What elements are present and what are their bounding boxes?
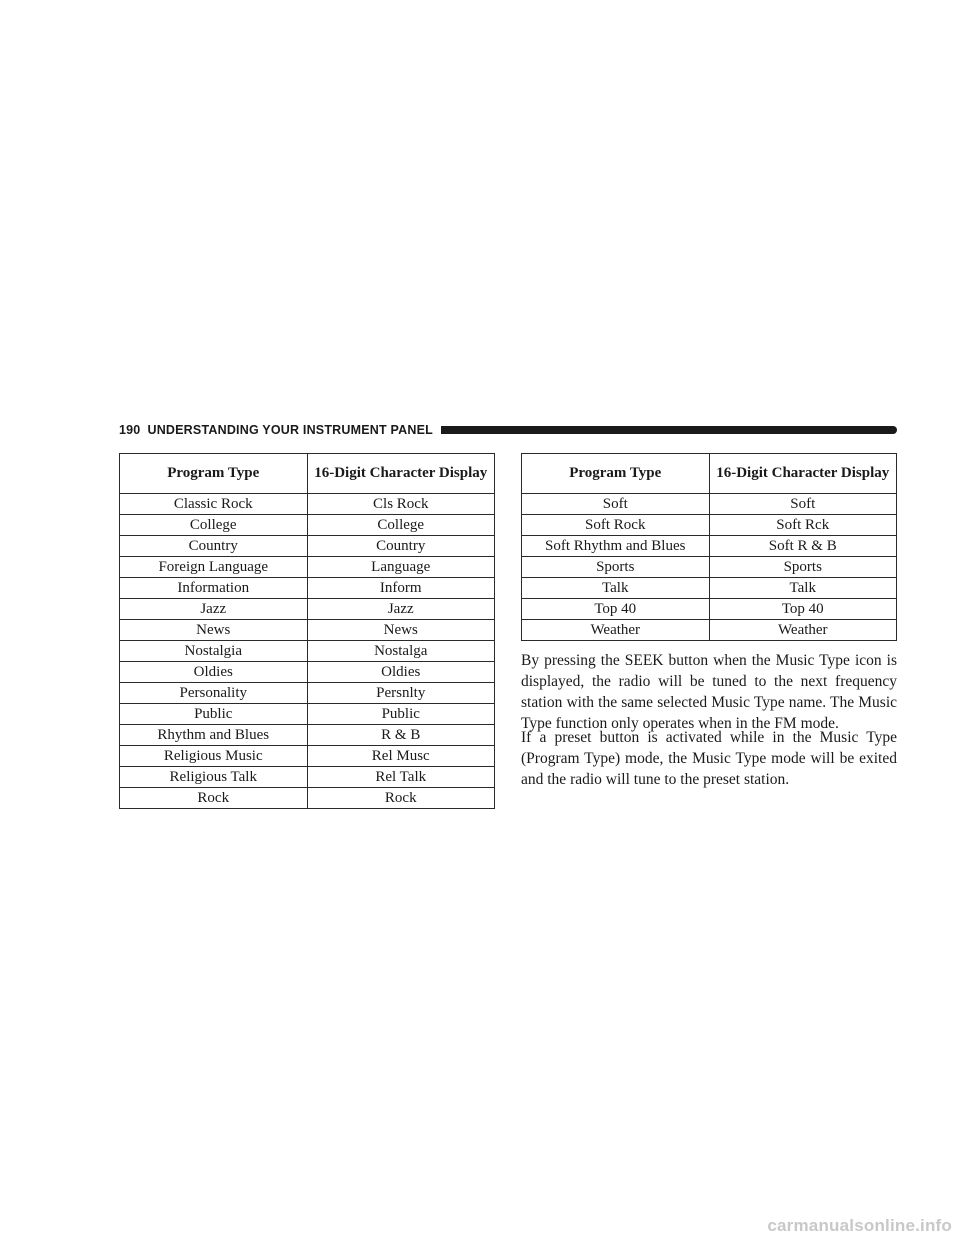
table-row [120, 662, 495, 683]
program-type-cell: Sports [522, 557, 710, 578]
program-type-cell: Country [120, 536, 308, 557]
table-row [522, 557, 897, 578]
table-row [120, 767, 495, 788]
body-paragraph-preset: If a preset button is activated while in the Music Type (Program Type) mode, the Music Type mode will be exited and the radio will tune to the preset station. [521, 729, 897, 788]
column-header-character-display: 16-Digit Character Display [307, 454, 495, 494]
table-row [120, 578, 495, 599]
character-display-cell: Oldies [307, 662, 495, 683]
table-row [120, 683, 495, 704]
program-type-cell: Information [120, 578, 308, 599]
table-row [120, 620, 495, 641]
character-display-cell: Rel Musc [307, 746, 495, 767]
character-display-cell: Cls Rock [307, 494, 495, 515]
table-row [522, 536, 897, 557]
program-type-cell: Nostalgia [120, 641, 308, 662]
program-type-cell: Oldies [120, 662, 308, 683]
character-display-cell: Inform [307, 578, 495, 599]
program-type-cell: Public [120, 704, 308, 725]
column-header-program-type: Program Type [522, 454, 710, 494]
program-type-table-left [119, 453, 495, 809]
section-title: UNDERSTANDING YOUR INSTRUMENT PANEL [147, 423, 433, 437]
table-row [522, 599, 897, 620]
program-type-cell: College [120, 515, 308, 536]
program-type-cell: Soft [522, 494, 710, 515]
character-display-cell: News [307, 620, 495, 641]
character-display-cell: Rel Talk [307, 767, 495, 788]
character-display-cell: R & B [307, 725, 495, 746]
program-type-cell: Soft Rock [522, 515, 710, 536]
program-type-cell: Soft Rhythm and Blues [522, 536, 710, 557]
watermark: carmanualsonline.info [767, 1216, 952, 1235]
character-display-cell: Rock [307, 788, 495, 809]
table-row [522, 515, 897, 536]
table-row [120, 494, 495, 515]
table-row [120, 557, 495, 578]
page-header [119, 420, 897, 440]
character-display-cell: Soft [709, 494, 897, 515]
character-display-cell: Top 40 [709, 599, 897, 620]
program-type-cell: Weather [522, 620, 710, 641]
table-row [120, 704, 495, 725]
table-row [120, 746, 495, 767]
character-display-cell: Soft Rck [709, 515, 897, 536]
program-type-cell: Top 40 [522, 599, 710, 620]
character-display-cell: Talk [709, 578, 897, 599]
character-display-cell: Public [307, 704, 495, 725]
program-type-table-right [521, 453, 897, 641]
table-header-row [522, 454, 897, 494]
character-display-cell: Soft R & B [709, 536, 897, 557]
program-type-cell: Personality [120, 683, 308, 704]
table-row [120, 725, 495, 746]
character-display-cell: College [307, 515, 495, 536]
page-number: 190 [119, 423, 141, 437]
program-type-cell: News [120, 620, 308, 641]
character-display-cell: Nostalga [307, 641, 495, 662]
program-type-cell: Jazz [120, 599, 308, 620]
table-row [120, 536, 495, 557]
table-header-row [120, 454, 495, 494]
program-type-cell: Religious Talk [120, 767, 308, 788]
program-type-cell: Rhythm and Blues [120, 725, 308, 746]
table-row [120, 641, 495, 662]
column-header-program-type: Program Type [120, 454, 308, 494]
table-row [120, 599, 495, 620]
program-type-cell: Religious Music [120, 746, 308, 767]
program-type-cell: Rock [120, 788, 308, 809]
program-type-cell: Classic Rock [120, 494, 308, 515]
character-display-cell: Language [307, 557, 495, 578]
character-display-cell: Sports [709, 557, 897, 578]
body-paragraph-seek: By pressing the SEEK button when the Music Type icon is displayed, the radio will be tuned to the next frequency station with the same selected Music Type name. The Music Type function only operates when in the FM mode. [521, 652, 897, 732]
table-row [522, 494, 897, 515]
character-display-cell: Country [307, 536, 495, 557]
character-display-cell: Jazz [307, 599, 495, 620]
column-header-character-display: 16-Digit Character Display [709, 454, 897, 494]
table-row [120, 788, 495, 809]
character-display-cell: Weather [709, 620, 897, 641]
table-row [522, 620, 897, 641]
table-row [522, 578, 897, 599]
character-display-cell: Persnlty [307, 683, 495, 704]
table-row [120, 515, 495, 536]
program-type-cell: Foreign Language [120, 557, 308, 578]
header-rule [441, 426, 897, 434]
program-type-cell: Talk [522, 578, 710, 599]
